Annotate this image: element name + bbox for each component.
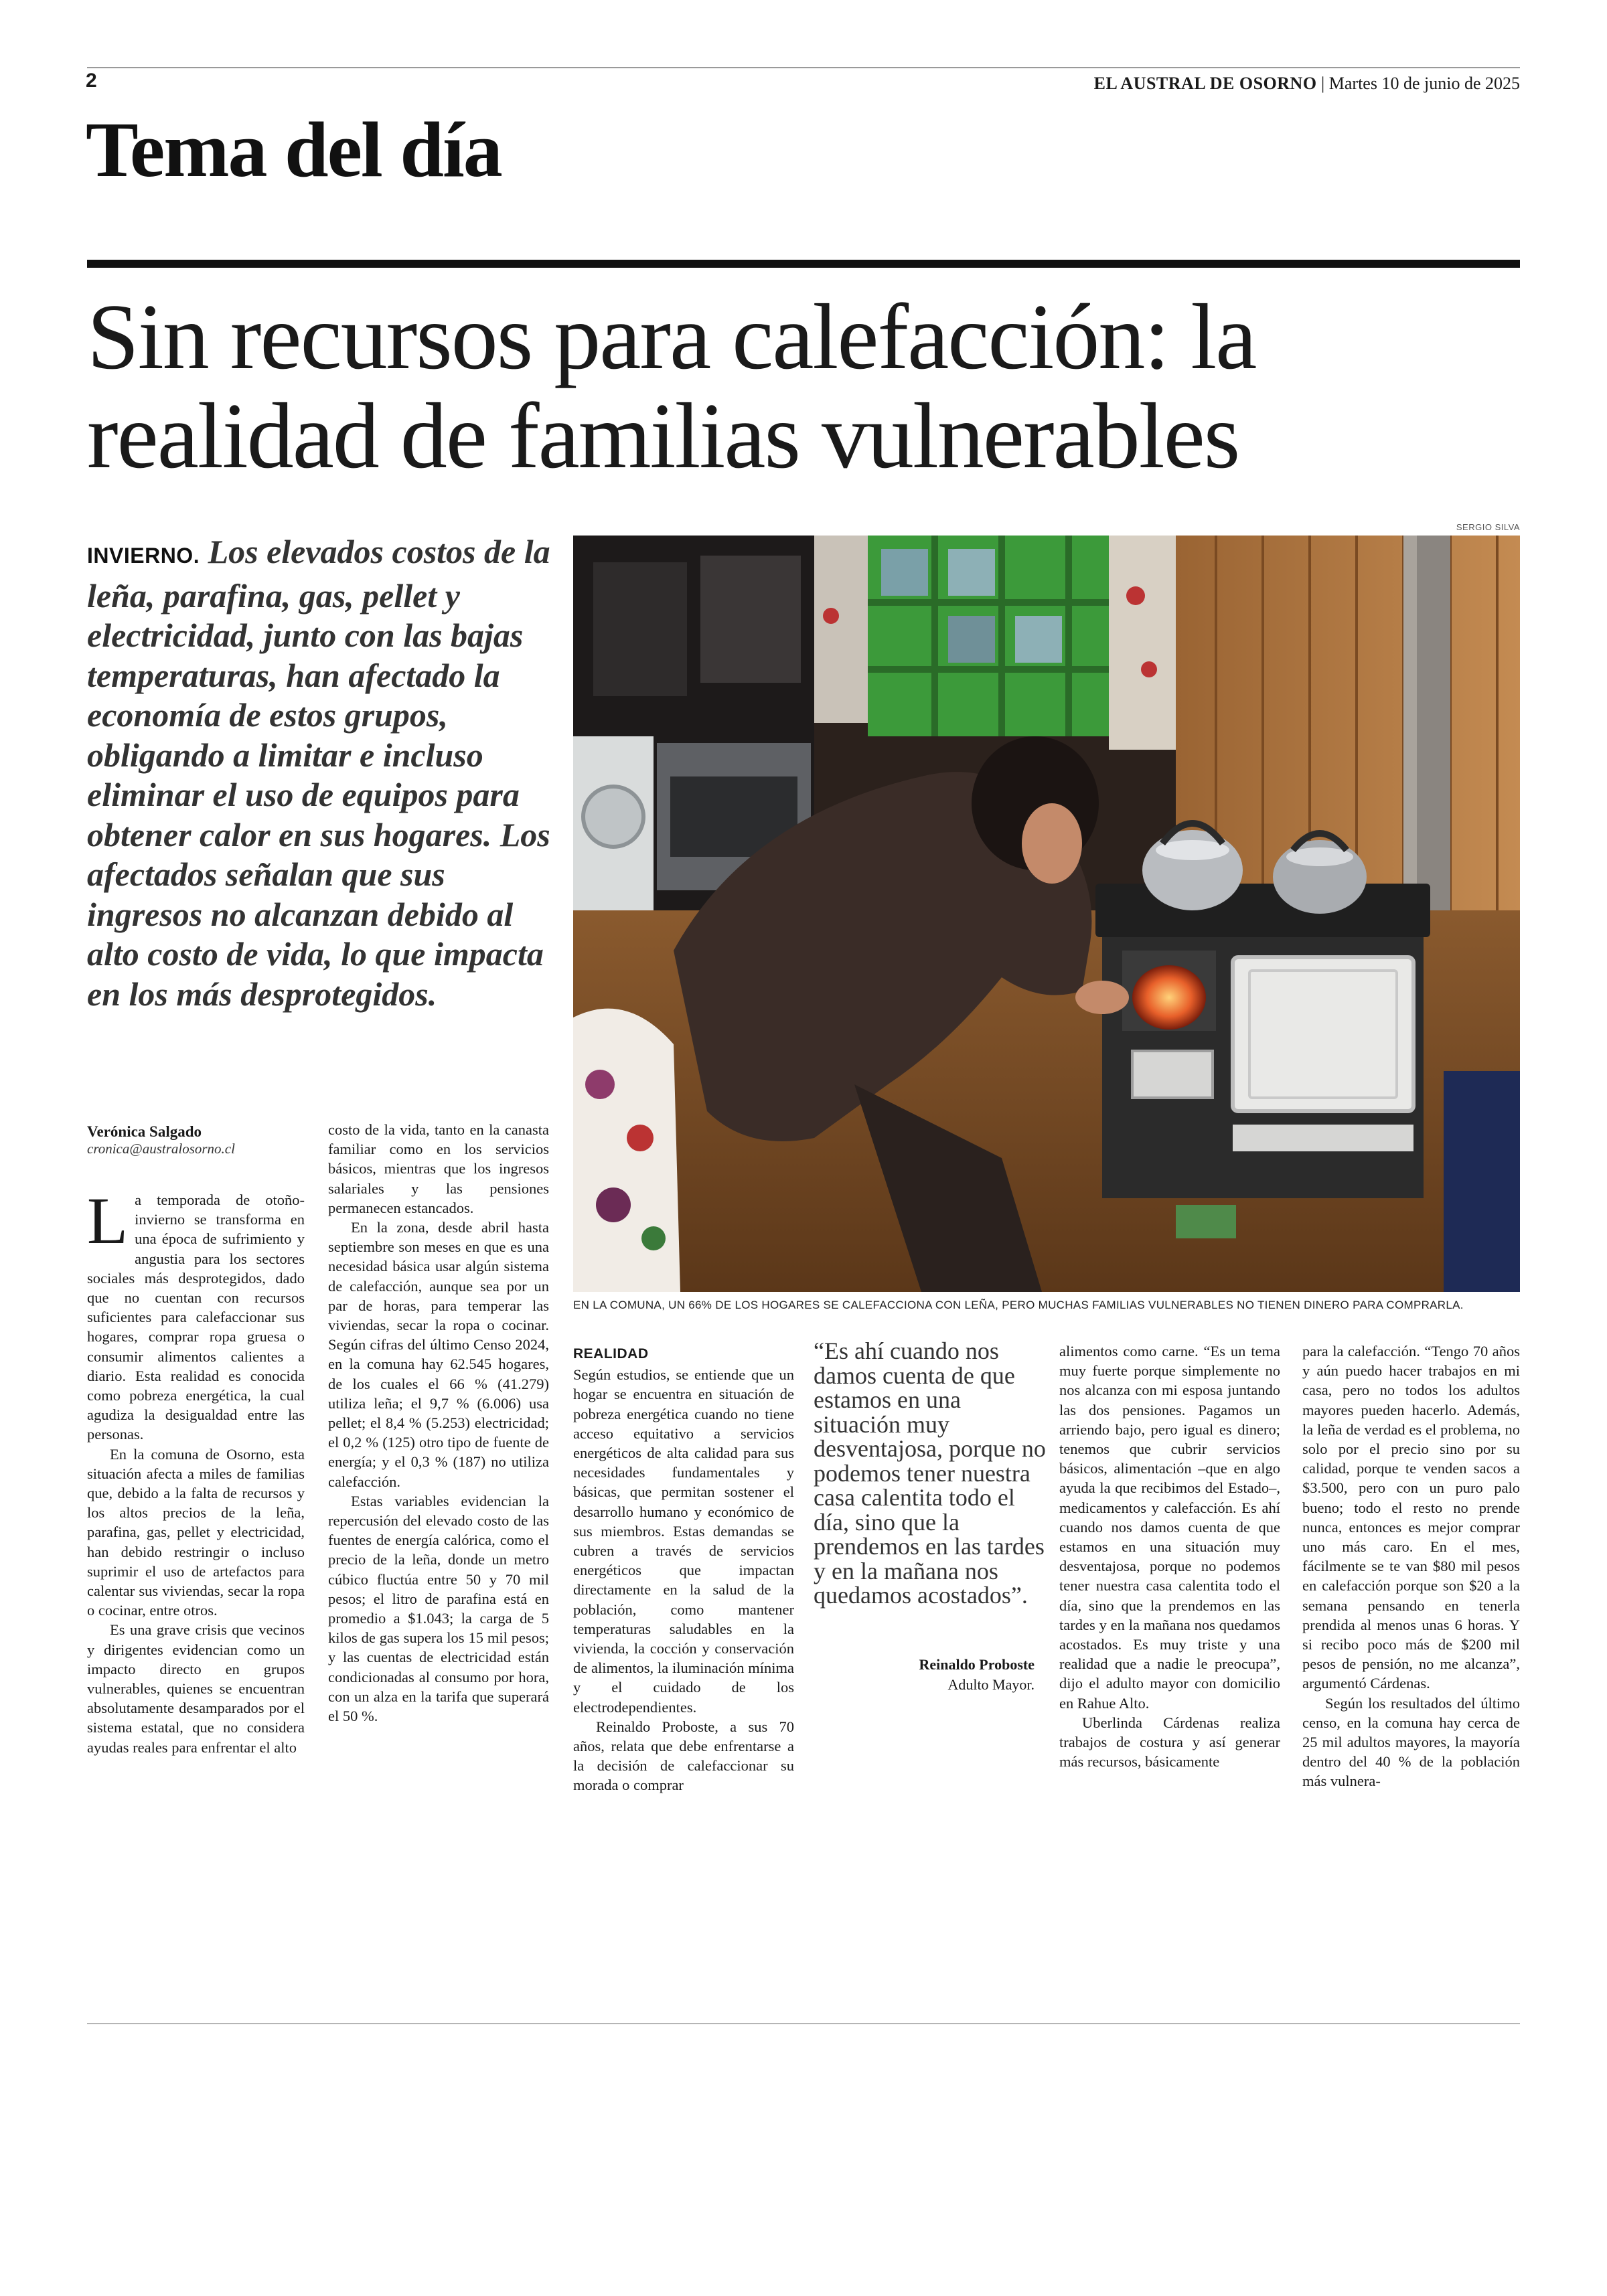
photo-caption: EN LA COMUNA, UN 66% DE LOS HOGARES SE CALEFACCIONA CON LEÑA, PERO MUCHAS FAMILIAS VULNERABLES NO TIENEN DINERO PARA COMPRARLA. [573,1299,1464,1311]
pull-quote: “Es ahí cuando nos damos cuenta de que estamos en una situación muy desventajosa, porque no podemos tener nuestra casa calentita todo el día, sino que la prendemos en las tardes y en la mañana nos quedamos acostados”. [814,1337,1046,1609]
section-title: Tema del día [86,106,502,193]
header-rule [87,67,1520,68]
masthead [1094,74,1520,94]
byline [87,1123,315,1157]
body-paragraph: Según los resultados del último censo, en la comuna hay cerca de 25 mil adultos mayores, la mayoría dentro del 40 % de la población más vulnera- [1302,1694,1520,1790]
body-paragraph: alimentos como carne. “Es un tema muy fuerte porque simplemente no nos alcanza con mi esposa juntando las dos pensiones. Pagamos un arriendo bajo, pero igual es dinero; tenemos que cubrir servicios básicos, alimentación –que en algo ayuda la que recibimos del Estado–, medicamentos y calefacción. Es ahí cuando nos damos cuenta de que estamos en una situación muy desventajosa, porque no podemos tener nuestra casa calentita todo el día, sino que la prendemos en las tardes y en la mañana nos quedamos acostados. Es muy triste y una realidad que a nadie le preocupa”, dijo el adulto mayor con domicilio en Rahue Alto. [1059,1343,1280,1712]
body-paragraph: En la comuna de Osorno, esta situación afecta a miles de familias que, debido a la falta de recursos y los altos precios de la leña, parafina, gas, pellet y electricidad, han debido restringir o incluso suprimir el uso de artefactos para calentar sus viviendas, secar la ropa o cocinar, entre otros. [87,1445,305,1619]
kitchen-stove-photo [573,536,1520,1292]
body-paragraph: En la zona, desde abril hasta septiembre son meses en que es una necesidad básica usar algún sistema de calefacción, aunque sea por un par de horas, para temperar las viviendas, secar la ropa o cocinar. Según cifras del último Censo 2024, en la comuna hay 62.545 hogares, de los cuales el 66 % (41.279) utiliza leña; el 9,7 % (6.006) usa pellet; el 8,4 % (5.253) electricidad; el 0,2 % (125) otro tipo de fuente de energía; y el 0,3 % (187) no utiliza calefacción. [328,1219,549,1490]
body-column-6 [1302,1341,1520,1791]
quote-author: Reinaldo Proboste [919,1656,1035,1673]
body-paragraph: Reinaldo Proboste, a sus 70 años, relata que debe enfrentarse a la decisión de calefaccionar su morada o comprar [573,1718,794,1794]
body-paragraph: Estas variables evidencian la repercusión del elevado costo de las fuentes de energía calórica, como el precio de la leña, donde un metro cúbico fluctúa entre 50 y 70 mil pesos; el litro de parafina está en promedio a $1.043; la carga de 5 kilos de gas supera los 15 mil pesos; y las cuentas de electricidad están condicionadas al consumo por hora, con un alza en la tarifa que superará el 50 %. [328,1492,549,1725]
body-column-1 [87,1183,305,1757]
body-paragraph: La temporada de otoño-invierno se transforma en una época de sufrimiento y angustia para los sectores sociales más desprotegidos, dado que no cuentan con recursos suficientes para calefaccionar sus hogares, comprar ropa gruesa o consumir alimentos calientes a diario. Esta realidad es conocida como pobreza energética, la cual agudiza la desigualdad entre las personas. [87,1183,305,1443]
lead-text: Los elevados costos de la leña, parafina, gas, pellet y electricidad, junto con las bajas temperaturas, han afectado la economía de estos grupos, obligando a limitar e incluso eliminar el uso de equipos para obtener calor en sus hogares. Los afectados señalan que sus ingresos no alcanzan debido al alto costo de vida, lo que impacta en los más desprotegidos. [87,533,550,1013]
body-paragraph: Uberlinda Cárdenas realiza trabajos de costura y así generar más recursos, básicamente [1059,1714,1280,1771]
body-column-5 [1059,1341,1280,1771]
lead-paragraph [87,532,556,1014]
article-photo [573,536,1520,1292]
body-paragraph: costo de la vida, tanto en la canasta familiar como en los servicios básicos, mientras que los ingresos salariales y las pensiones permanecen estancados. [328,1121,549,1216]
pull-quote-attribution [814,1655,1035,1695]
photo-credit: SERGIO SILVA [1456,522,1520,532]
subhead: REALIDAD [573,1346,649,1362]
issue-date: Martes 10 de junio de 2025 [1328,74,1520,93]
lead-kicker: INVIERNO. [87,544,200,568]
byline-email[interactable]: cronica@australosorno.cl [87,1141,235,1157]
bottom-rule [87,2023,1520,2024]
headline-line-1: Sin recursos para calefacción: la [87,285,1256,389]
body-column-2 [328,1120,549,1726]
byline-name: Verónica Salgado [87,1123,202,1140]
body-paragraph: Según estudios, se entiende que un hogar se encuentra en situación de pobreza energética cuando no tiene acceso equitativo a servicios energéticos de alta calidad para sus necesidades fundamentales y básicas, que permitan sostener el desarrollo humano y económico de sus miembros. Estas demandas se cubren a través de servicios energéticos que impactan directamente en la salud de la población, como mantener temperaturas saludables en la vivienda, la cocción y conservación de alimentos, la iluminación mínima y el cuidado de los electrodependientes. [573,1366,794,1716]
page-number: 2 [86,70,97,92]
publication-name: EL AUSTRAL DE OSORNO [1093,74,1317,93]
quote-author-role: Adulto Mayor. [947,1676,1035,1693]
section-rule [87,260,1520,268]
body-column-3 [573,1344,794,1795]
headline-line-2: realidad de familias vulnerables [87,384,1239,489]
body-paragraph: Es una grave crisis que vecinos y dirigentes evidencian como un impacto directo en grupos vulnerables, quienes se encuentran absolutamente desamparados por el sistema estatal, que no considera ayudas reales para enfrentar el alto [87,1621,305,1756]
body-paragraph: para la calefacción. “Tengo 70 años y aún puedo hacer trabajos en mi casa, pero no todos los adultos mayores pueden hacerlo. Además, la leña de verdad es el problema, no solo por el precio sino por su calidad, porque te venden sacos a $3.500, pero con un puro palo bueno; todo el resto no prende nunca, entonces es mejor comprar uno más caro. En el mes, fácilmente se te van $80 mil pesos en calefacción porque son $20 a la semana pensando en tenerla prendida al menos unas 6 horas. Y si recibo poco más de $200 mil pesos de pensión, no me alcanza”, argumentó Cárdenas. [1302,1343,1520,1692]
masthead-separator: | [1316,74,1329,93]
drop-cap: L [87,1183,129,1258]
headline [87,285,1520,489]
